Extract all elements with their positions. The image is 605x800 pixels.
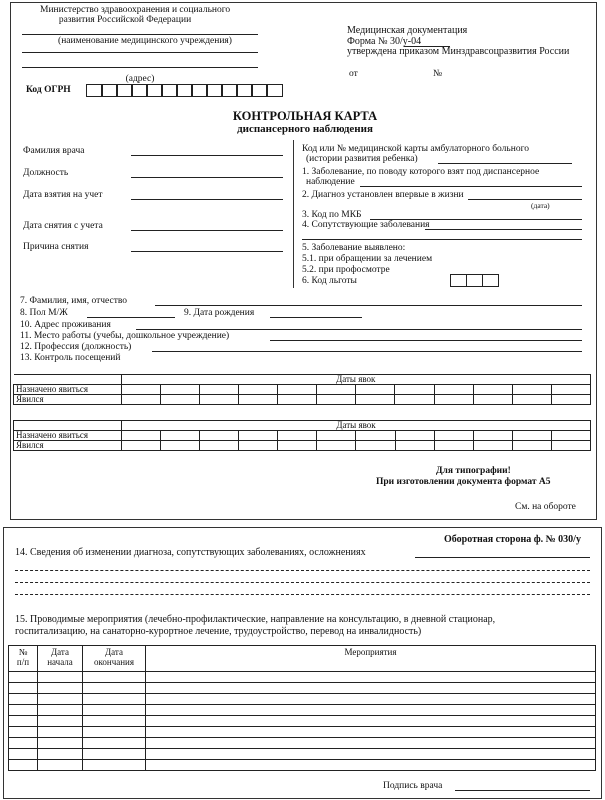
events-cell[interactable] xyxy=(83,738,146,749)
birth-date-field[interactable] xyxy=(270,317,362,318)
events-cell[interactable] xyxy=(83,694,146,705)
col-start-date-header: Дата начала xyxy=(38,646,83,672)
card-code-field[interactable] xyxy=(438,163,572,164)
section-14-label: 14. Сведения об изменении диагноза, сопутствующих заболеваниях, осложнениях xyxy=(15,547,366,558)
appeared-cell[interactable] xyxy=(161,441,200,451)
events-cell[interactable] xyxy=(9,749,38,760)
visit-dates-header: Даты явок xyxy=(121,375,591,385)
appeared-row xyxy=(14,395,591,405)
appointed-cell[interactable] xyxy=(512,385,551,395)
full-name-field[interactable] xyxy=(155,305,582,306)
appeared-cell[interactable] xyxy=(121,395,160,405)
appointed-cell[interactable] xyxy=(434,431,473,441)
appointed-cell[interactable] xyxy=(551,385,590,395)
sex-field[interactable] xyxy=(87,317,175,318)
events-cell[interactable] xyxy=(83,683,146,694)
appeared-cell[interactable] xyxy=(356,441,395,451)
appointed-cell[interactable] xyxy=(238,385,277,395)
address-caption: (адрес) xyxy=(125,74,155,84)
card-title: КОНТРОЛЬНАЯ КАРТА xyxy=(232,109,378,123)
events-row xyxy=(9,727,596,738)
appeared-cell[interactable] xyxy=(317,441,356,451)
events-cell[interactable] xyxy=(83,749,146,760)
institution-name-field-2[interactable] xyxy=(22,52,258,53)
events-row xyxy=(9,738,596,749)
workplace-field[interactable] xyxy=(270,340,582,341)
appeared-cell[interactable] xyxy=(356,395,395,405)
mkb-code-label: 3. Код по МКБ xyxy=(302,210,362,220)
privilege-code-cell[interactable] xyxy=(450,274,467,287)
appointed-cell[interactable] xyxy=(278,431,317,441)
events-cell[interactable] xyxy=(146,694,596,705)
appeared-cell[interactable] xyxy=(473,441,512,451)
appeared-cell[interactable] xyxy=(395,395,434,405)
registration-date-label: Дата взятия на учет xyxy=(23,190,103,200)
disease-label: 1. Заболевание, по поводу которого взят под диспансерное xyxy=(302,167,540,177)
events-cell[interactable] xyxy=(9,760,38,771)
appointed-cell[interactable] xyxy=(473,431,512,441)
events-cell[interactable] xyxy=(38,760,83,771)
events-row xyxy=(9,705,596,716)
appeared-cell[interactable] xyxy=(238,395,277,405)
events-cell[interactable] xyxy=(38,705,83,716)
doc-type: Медицинская документация xyxy=(347,25,468,36)
section-15-label: 15. Проводимые мероприятия (лечебно-профилактические, направление на консультацию, в дневной стационар, xyxy=(15,614,496,625)
card-subtitle: диспансерного наблюдения xyxy=(237,123,373,135)
appeared-cell[interactable] xyxy=(200,441,239,451)
events-cell[interactable] xyxy=(9,683,38,694)
appeared-label: Явился xyxy=(14,441,122,451)
privilege-code-cell[interactable] xyxy=(482,274,499,287)
workplace-label: 11. Место работы (учебы, дошкольное учреждение) xyxy=(20,331,230,341)
appointed-cell[interactable] xyxy=(512,431,551,441)
full-name-label: 7. Фамилия, имя, отчество xyxy=(20,296,128,306)
appointed-cell[interactable] xyxy=(395,431,434,441)
events-cell[interactable] xyxy=(146,705,596,716)
doctor-surname-field[interactable] xyxy=(131,155,283,156)
section-14-field-line[interactable] xyxy=(15,594,590,595)
position-field[interactable] xyxy=(131,177,283,178)
events-cell[interactable] xyxy=(83,705,146,716)
appointed-cell[interactable] xyxy=(317,385,356,395)
events-header-row xyxy=(9,646,596,672)
appointed-cell[interactable] xyxy=(121,385,160,395)
col-number-header: № п/п xyxy=(9,646,38,672)
doctor-signature-label: Подпись врача xyxy=(383,781,443,791)
section-14-field[interactable] xyxy=(415,557,590,558)
detected-option-treatment: 5.1. при обращении за лечением xyxy=(302,254,433,264)
events-row xyxy=(9,760,596,771)
first-diagnosis-date-field[interactable] xyxy=(468,199,582,200)
concomitant-label: 4. Сопутствующие заболевания xyxy=(302,220,430,230)
visits-table-2 xyxy=(13,420,591,451)
events-cell[interactable] xyxy=(83,672,146,683)
events-row xyxy=(9,749,596,760)
visits-header-row xyxy=(14,421,591,431)
appeared-cell[interactable] xyxy=(122,441,161,451)
events-cell[interactable] xyxy=(9,727,38,738)
appointed-cell[interactable] xyxy=(356,385,395,395)
printing-format-note: При изготовлении документа формат А5 xyxy=(376,477,551,487)
events-cell[interactable] xyxy=(83,760,146,771)
appeared-cell[interactable] xyxy=(551,441,590,451)
events-row xyxy=(9,672,596,683)
institution-caption: (наименование медицинского учреждения) xyxy=(58,36,232,46)
ministry-line-1: Министерство здравоохранения и социального xyxy=(40,5,231,15)
ogrn-cell[interactable] xyxy=(266,84,283,97)
appeared-row xyxy=(14,441,591,451)
appeared-cell[interactable] xyxy=(512,395,551,405)
appeared-cell[interactable] xyxy=(512,441,551,451)
appeared-cell[interactable] xyxy=(317,395,356,405)
events-cell[interactable] xyxy=(38,672,83,683)
first-diagnosis-label: 2. Диагноз установлен впервые в жизни xyxy=(302,190,464,200)
appointed-cell[interactable] xyxy=(200,431,239,441)
visits-table-1 xyxy=(13,374,591,405)
events-cell[interactable] xyxy=(146,760,596,771)
col-events-header: Мероприятия xyxy=(146,646,596,672)
appointed-cell[interactable] xyxy=(122,431,161,441)
appointed-cell[interactable] xyxy=(551,431,590,441)
appeared-cell[interactable] xyxy=(473,395,512,405)
events-cell[interactable] xyxy=(38,716,83,727)
disease-field[interactable] xyxy=(360,186,582,187)
form-number: Форма № 30/у-04 xyxy=(347,36,422,47)
appointed-cell[interactable] xyxy=(317,431,356,441)
col-end-date-header: Дата окончания xyxy=(83,646,146,672)
appeared-cell[interactable] xyxy=(395,441,434,451)
events-row xyxy=(9,716,596,727)
appointed-cell[interactable] xyxy=(160,385,199,395)
privilege-code-cell[interactable] xyxy=(466,274,483,287)
appointed-label: Назначено явиться xyxy=(14,385,122,395)
appeared-cell[interactable] xyxy=(239,441,278,451)
detected-label: 5. Заболевание выявлено: xyxy=(302,243,406,253)
events-cell[interactable] xyxy=(38,727,83,738)
deregistration-reason-field[interactable] xyxy=(131,251,283,252)
events-cell[interactable] xyxy=(146,727,596,738)
position-label: Должность xyxy=(23,168,69,178)
ogrn-label: Код ОГРН xyxy=(26,85,71,95)
appeared-cell[interactable] xyxy=(278,395,317,405)
concomitant-field[interactable] xyxy=(425,229,582,230)
section-15-label-2: госпитализацию, на санаторно-курортное лечение, трудоустройство, перевод на инвалидность) xyxy=(15,626,422,637)
visit-control-label: 13. Контроль посещений xyxy=(20,353,121,363)
events-cell[interactable] xyxy=(146,683,596,694)
appeared-cell[interactable] xyxy=(199,395,238,405)
appointed-cell[interactable] xyxy=(395,385,434,395)
card-code-label: Код или № медицинской карты амбулаторного больного xyxy=(302,144,529,154)
events-cell[interactable] xyxy=(9,705,38,716)
appointed-cell[interactable] xyxy=(199,385,238,395)
appointed-cell[interactable] xyxy=(356,431,395,441)
events-cell[interactable] xyxy=(146,749,596,760)
see-back-note: См. на обороте xyxy=(515,502,576,512)
concomitant-field-2[interactable] xyxy=(302,239,582,240)
events-cell[interactable] xyxy=(9,694,38,705)
events-table xyxy=(8,645,596,771)
appeared-label: Явился xyxy=(14,395,122,405)
events-row xyxy=(9,694,596,705)
institution-name-field[interactable] xyxy=(22,34,258,35)
birth-date-label: 9. Дата рождения xyxy=(184,308,255,318)
appointed-row xyxy=(14,385,591,395)
section-14-field-line[interactable] xyxy=(15,582,590,583)
residence-address-label: 10. Адрес проживания xyxy=(20,320,111,330)
appointed-cell[interactable] xyxy=(278,385,317,395)
ministry-line-2: развития Российской Федерации xyxy=(58,15,192,25)
deregistration-reason-label: Причина снятия xyxy=(23,242,89,252)
appointed-cell[interactable] xyxy=(161,431,200,441)
events-cell[interactable] xyxy=(83,727,146,738)
order-number-label: № xyxy=(433,69,443,79)
registration-date-field[interactable] xyxy=(131,199,283,200)
date-caption: (дата) xyxy=(531,201,550,210)
printing-note: Для типографии! xyxy=(436,466,511,476)
events-cell[interactable] xyxy=(38,749,83,760)
residence-address-field[interactable] xyxy=(136,329,582,330)
events-cell[interactable] xyxy=(146,716,596,727)
sex-label: 8. Пол М/Ж xyxy=(20,308,68,318)
visit-dates-header: Даты явок xyxy=(122,421,591,431)
events-cell[interactable] xyxy=(38,738,83,749)
visits-header-row xyxy=(14,375,591,385)
back-side-title: Оборотная сторона ф. № 030/у xyxy=(444,534,581,545)
events-cell[interactable] xyxy=(9,716,38,727)
appeared-cell[interactable] xyxy=(278,441,317,451)
doctor-signature-field[interactable] xyxy=(455,790,590,791)
appointed-row xyxy=(14,431,591,441)
card-code-label-2: (истории развития ребенка) xyxy=(306,154,418,164)
appointed-cell[interactable] xyxy=(473,385,512,395)
events-cell[interactable] xyxy=(146,672,596,683)
approved-by: утверждена приказом Минздравсоцразвития России xyxy=(347,46,570,57)
disease-label-2: наблюдение xyxy=(306,177,355,187)
deregistration-date-field[interactable] xyxy=(131,230,283,231)
events-cell[interactable] xyxy=(38,683,83,694)
privilege-code-label: 6. Код льготы xyxy=(302,276,357,286)
appeared-cell[interactable] xyxy=(551,395,590,405)
order-date-label: от xyxy=(349,69,358,79)
detected-option-checkup: 5.2. при профосмотре xyxy=(302,265,390,275)
events-cell[interactable] xyxy=(9,738,38,749)
appeared-cell[interactable] xyxy=(434,395,473,405)
events-row xyxy=(9,683,596,694)
profession-label: 12. Профессия (должность) xyxy=(20,342,132,352)
appointed-cell[interactable] xyxy=(239,431,278,441)
appeared-cell[interactable] xyxy=(434,441,473,451)
section-14-field-line[interactable] xyxy=(15,570,590,571)
doctor-surname-label: Фамилия врача xyxy=(23,146,85,156)
appeared-cell[interactable] xyxy=(160,395,199,405)
appointed-cell[interactable] xyxy=(434,385,473,395)
appointed-label: Назначено явиться xyxy=(14,431,122,441)
deregistration-date-label: Дата снятия с учета xyxy=(23,221,103,231)
events-cell[interactable] xyxy=(83,716,146,727)
column-divider xyxy=(293,140,294,288)
events-cell[interactable] xyxy=(9,672,38,683)
profession-field[interactable] xyxy=(152,351,582,352)
events-cell[interactable] xyxy=(146,738,596,749)
address-field[interactable] xyxy=(22,67,258,68)
events-cell[interactable] xyxy=(38,694,83,705)
